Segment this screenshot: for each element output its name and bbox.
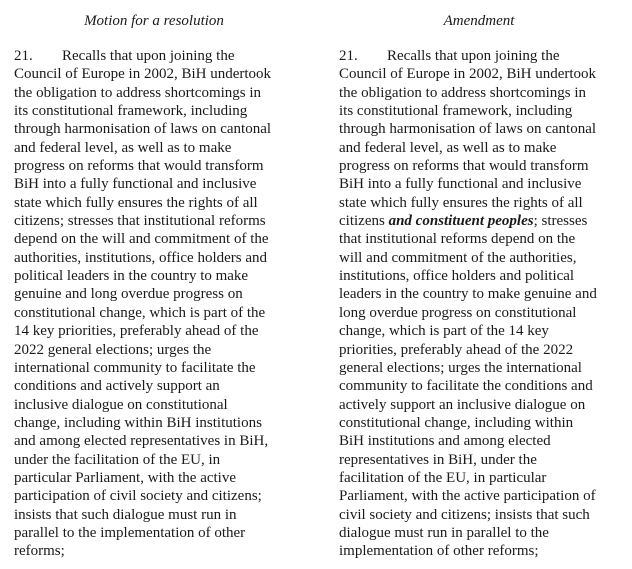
motion-line: particular Parliament, with the active: [14, 469, 236, 486]
motion-line: conditions and actively support an: [14, 378, 220, 395]
amendment-line: constitutional change, including within: [339, 414, 574, 431]
paragraph-number: 21.: [339, 48, 358, 64]
motion-line: citizens; stresses that institutional reforms: [14, 213, 266, 230]
amendment-line: BiH institutions and among elected: [339, 433, 551, 450]
motion-line: Council of Europe in 2002, BiH undertook: [14, 66, 272, 83]
motion-line: depend on the will and commitment of the: [14, 231, 269, 248]
amendment-line: facilitation of the EU, in particular: [339, 469, 547, 486]
amendment-line: general elections; urges the international: [339, 359, 582, 376]
amendment-line: the obligation to address shortcomings in: [339, 84, 587, 101]
amendment-line: institutions, office holders and political: [339, 268, 575, 285]
motion-line: and among elected representatives in BiH,: [14, 433, 269, 450]
motion-line: the obligation to address shortcomings in: [14, 84, 262, 101]
motion-line: and federal level, as well as to make: [14, 139, 232, 156]
amendment-line: change, which is part of the 14 key: [339, 323, 549, 340]
amendment-line: priorities, preferably ahead of the 2022: [339, 341, 574, 358]
motion-line: reforms;: [14, 543, 65, 560]
amendment-text: citizens: [339, 213, 389, 230]
amendment-line: its constitutional framework, including: [339, 103, 573, 120]
motion-line: genuine and long overdue progress on: [14, 286, 243, 303]
amendment-line: community to facilitate the conditions and: [339, 378, 593, 395]
motion-line: 14 key priorities, preferably ahead of the: [14, 323, 259, 340]
amendment-line: BiH into a fully functional and inclusive: [339, 176, 582, 193]
amendment-header: Amendment: [443, 13, 515, 29]
motion-first-line: [14, 47, 310, 65]
motion-line: BiH into a fully functional and inclusive: [14, 176, 257, 193]
amendment-line: through harmonisation of laws on cantonal: [339, 121, 597, 138]
amendment-line: civil society and citizens; insists that such: [339, 506, 590, 523]
motion-line: state which fully ensures the rights of all: [14, 194, 258, 211]
amendment-line: that institutional reforms depend on the: [339, 231, 576, 248]
amendment-paragraph: [339, 47, 619, 561]
motion-line: 2022 general elections; urges the: [14, 341, 212, 358]
amendment-line: Recalls that upon joining the: [387, 48, 560, 64]
amendment-line: long overdue progress on constitutional: [339, 304, 577, 321]
motion-column: [14, 12, 310, 561]
amendment-column: [339, 12, 619, 561]
amendment-line: leaders in the country to make genuine and: [339, 286, 597, 303]
added-text-emphasis: and constituent peoples: [388, 213, 534, 230]
motion-line: through harmonisation of laws on cantonal: [14, 121, 272, 138]
motion-line: progress on reforms that would transform: [14, 158, 264, 175]
motion-header: Motion for a resolution: [84, 13, 224, 29]
amendment-line: state which fully ensures the rights of all: [339, 194, 583, 211]
amendment-line: will and commitment of the authorities,: [339, 249, 577, 266]
amendment-line: actively support an inclusive dialogue on: [339, 396, 586, 413]
motion-line: change, including within BiH institutions: [14, 414, 262, 431]
motion-line: insists that such dialogue must run in: [14, 506, 237, 523]
motion-line: under the facilitation of the EU, in: [14, 451, 221, 468]
motion-line: authorities, institutions, office holders and: [14, 249, 268, 266]
motion-line: political leaders in the country to make: [14, 268, 249, 285]
motion-line: Recalls that upon joining the: [62, 48, 235, 64]
motion-paragraph: [14, 47, 310, 561]
motion-line: its constitutional framework, including: [14, 103, 248, 120]
amendment-line: Council of Europe in 2002, BiH undertook: [339, 66, 597, 83]
paragraph-number: 21.: [14, 48, 33, 64]
amendment-first-line: [339, 47, 619, 65]
motion-line: international community to facilitate the: [14, 359, 256, 376]
amendment-line: progress on reforms that would transform: [339, 158, 589, 175]
amendment-emphasis-line: [339, 212, 619, 230]
amendment-line: Parliament, with the active participation of: [339, 488, 596, 505]
amendment-line: dialogue must run in parallel to the: [339, 524, 549, 541]
amendment-text: ; stresses: [533, 213, 588, 230]
motion-line: parallel to the implementation of other: [14, 524, 246, 541]
motion-line: participation of civil society and citizens;: [14, 488, 262, 505]
motion-line: inclusive dialogue on constitutional: [14, 396, 228, 413]
amendment-line: implementation of other reforms;: [339, 543, 539, 560]
motion-line: constitutional change, which is part of the: [14, 304, 266, 321]
amendment-line: and federal level, as well as to make: [339, 139, 557, 156]
amendment-line: representatives in BiH, under the: [339, 451, 537, 468]
